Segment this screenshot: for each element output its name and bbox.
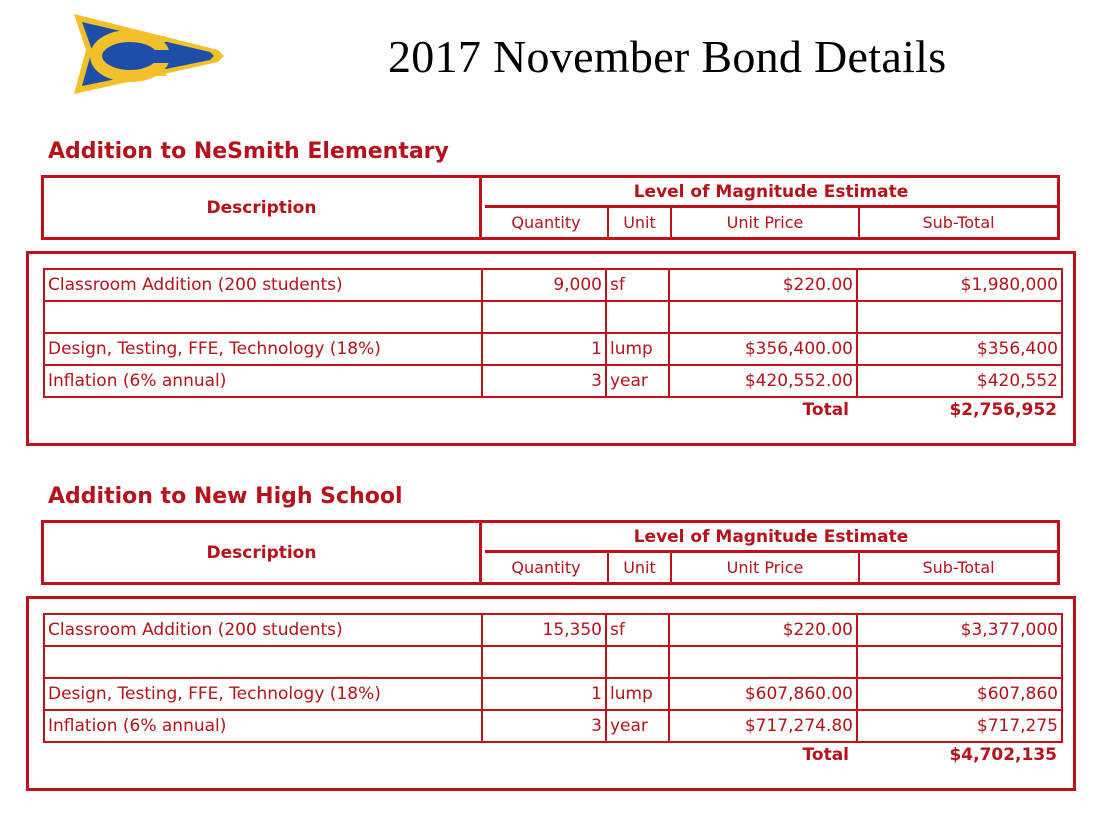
header-description: Description bbox=[44, 178, 482, 237]
row-description: Classroom Addition (200 students) bbox=[44, 614, 482, 646]
header-quantity: Quantity bbox=[511, 213, 581, 232]
row-unit: sf bbox=[606, 614, 669, 646]
row-unit-price: $717,274.80 bbox=[669, 710, 857, 742]
section-title-high-school: Addition to New High School bbox=[48, 484, 403, 509]
row-unit-price: $220.00 bbox=[669, 614, 857, 646]
row-unit: year bbox=[606, 710, 669, 742]
row-unit-price bbox=[669, 301, 857, 333]
cost-table-high-school bbox=[26, 596, 1076, 791]
header-subtotal: Sub-Total bbox=[858, 208, 1057, 237]
header-estimate: Level of Magnitude Estimate bbox=[485, 523, 1057, 553]
row-subtotal: $420,552 bbox=[857, 365, 1062, 397]
row-unit: year bbox=[606, 365, 669, 397]
header-unit: Unit bbox=[607, 553, 670, 582]
row-unit bbox=[606, 646, 669, 678]
row-unit: sf bbox=[606, 269, 669, 301]
table-row bbox=[44, 365, 1062, 397]
row-unit-price: $420,552.00 bbox=[669, 365, 857, 397]
table-row bbox=[44, 678, 1062, 710]
row-description: Design, Testing, FFE, Technology (18%) bbox=[44, 678, 482, 710]
row-description: Inflation (6% annual) bbox=[44, 365, 482, 397]
row-quantity: 1 bbox=[482, 333, 606, 365]
row-quantity: 9,000 bbox=[482, 269, 606, 301]
page-title: 2017 November Bond Details bbox=[388, 31, 947, 82]
row-quantity: 1 bbox=[482, 678, 606, 710]
row-subtotal bbox=[857, 646, 1062, 678]
table-row bbox=[44, 301, 1062, 333]
header-description: Description bbox=[44, 523, 482, 582]
table-header-high-school bbox=[41, 520, 1060, 585]
row-subtotal: $1,980,000 bbox=[857, 269, 1062, 301]
header-estimate: Level of Magnitude Estimate bbox=[485, 178, 1057, 208]
row-unit-price bbox=[669, 646, 857, 678]
row-subtotal: $3,377,000 bbox=[857, 614, 1062, 646]
header-quantity: Quantity bbox=[511, 558, 581, 577]
row-description: Design, Testing, FFE, Technology (18%) bbox=[44, 333, 482, 365]
table-header-nesmith bbox=[41, 175, 1060, 240]
total-value-high-school: $4,702,135 bbox=[949, 745, 1057, 765]
row-unit-price: $356,400.00 bbox=[669, 333, 857, 365]
row-unit bbox=[606, 301, 669, 333]
row-quantity: 3 bbox=[482, 365, 606, 397]
table-row bbox=[44, 710, 1062, 742]
row-description: Classroom Addition (200 students) bbox=[44, 269, 482, 301]
row-unit: lump bbox=[606, 678, 669, 710]
row-quantity: 3 bbox=[482, 710, 606, 742]
row-subtotal: $607,860 bbox=[857, 678, 1062, 710]
row-unit: lump bbox=[606, 333, 669, 365]
school-logo bbox=[68, 10, 228, 100]
table-row bbox=[44, 646, 1062, 678]
table-row bbox=[44, 269, 1062, 301]
header-unit: Unit bbox=[607, 208, 670, 237]
row-quantity bbox=[482, 646, 606, 678]
row-subtotal: $356,400 bbox=[857, 333, 1062, 365]
row-unit-price: $607,860.00 bbox=[669, 678, 857, 710]
table-row bbox=[44, 333, 1062, 365]
header-unit-price: Unit Price bbox=[670, 208, 858, 237]
total-value-nesmith: $2,756,952 bbox=[949, 400, 1057, 420]
total-label: Total bbox=[802, 745, 849, 765]
row-quantity bbox=[482, 301, 606, 333]
table-row bbox=[44, 614, 1062, 646]
header-subtotal: Sub-Total bbox=[858, 553, 1057, 582]
row-unit-price: $220.00 bbox=[669, 269, 857, 301]
header-unit-price: Unit Price bbox=[670, 553, 858, 582]
row-subtotal bbox=[857, 301, 1062, 333]
total-label: Total bbox=[802, 400, 849, 420]
row-description bbox=[44, 301, 482, 333]
row-description: Inflation (6% annual) bbox=[44, 710, 482, 742]
cost-table-nesmith bbox=[26, 251, 1076, 446]
row-subtotal: $717,275 bbox=[857, 710, 1062, 742]
section-title-nesmith: Addition to NeSmith Elementary bbox=[48, 139, 449, 164]
row-quantity: 15,350 bbox=[482, 614, 606, 646]
row-description bbox=[44, 646, 482, 678]
